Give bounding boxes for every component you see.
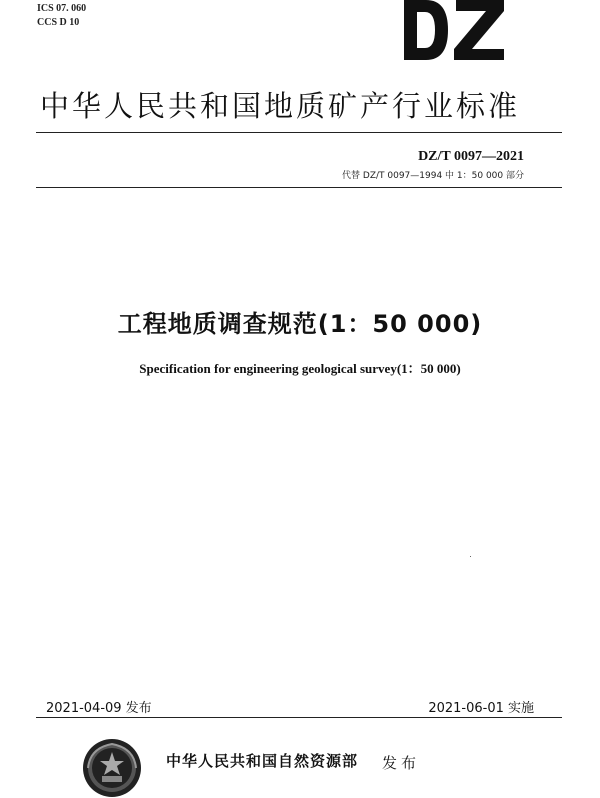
replaces-note: 代替 DZ/T 0097—1994 中 1：50 000 部分 <box>342 171 524 181</box>
document-title-cn: 工程地质调查规范(1：50 000) <box>117 310 483 338</box>
org-title: 中华人民共和国地质矿产行业标准 <box>40 89 521 123</box>
scan-speck <box>470 556 471 557</box>
footer-divider <box>36 717 562 718</box>
national-emblem-icon <box>82 738 142 798</box>
issue-date: 2021-04-09 发布 <box>46 701 152 716</box>
standard-number: DZ/T 0097—2021 <box>418 149 524 164</box>
document-title-en: Specification for engineering geological survey(1：50 000) <box>139 361 461 376</box>
classification-codes <box>37 2 86 30</box>
dz-logo <box>404 0 504 60</box>
standard-divider <box>36 187 562 188</box>
issuer-name: 中华人民共和国自然资源部 <box>166 752 359 770</box>
issuer-action: 发布 <box>382 754 421 772</box>
ccs-code: CCS D 10 <box>37 17 80 28</box>
implementation-date: 2021-06-01 实施 <box>428 701 534 716</box>
header-divider <box>36 132 562 133</box>
ics-code: ICS 07. 060 <box>37 3 87 14</box>
